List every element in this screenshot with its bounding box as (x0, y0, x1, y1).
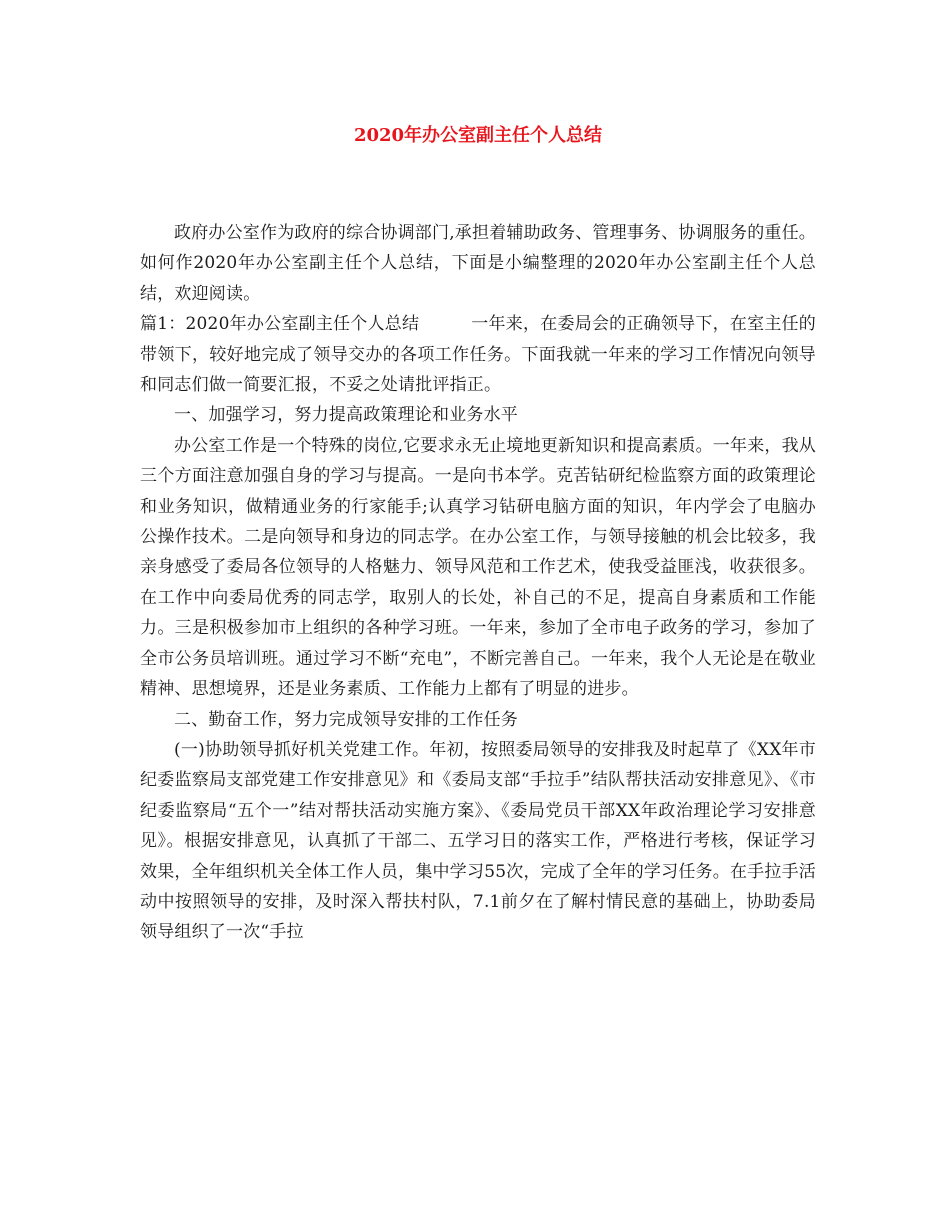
chapter-label: 篇1：2020年办公室副主任个人总结 (140, 314, 420, 335)
paragraph-party-work: (一)协助领导抓好机关党建工作。年初，按照委局领导的安排我及时起草了《XX年市纪委监察局支部党建工作安排意见》和《委局支部“手拉手”结队帮扶活动安排意见》、《市纪委监察局“五个一”结对帮扶活动实施方案》、《委局党员干部XX年政治理论学习安排意见》。根据安排意见，认真抓了干部二、五学习日的落实工作，严格进行考核，保证学习效果，全年组织机关全体工作人员，集中学习55次，完成了全年的学习任务。在手拉手活动中按照领导的安排，及时深入帮扶村队，7.1前夕在了解村情民意的基础上，协助委局领导组织了一次“手拉 (140, 739, 816, 943)
section-heading-1: 一、加强学习，努力提高政策理论和业务水平 (174, 405, 518, 426)
document-body (140, 218, 816, 948)
chapter-text: 一年来，在委局会的正确领导下，在室主任的带领下，较好地完成了领导交办的各项工作任务。下面我就一年来的学习工作情况向领导和同志们做一简要汇报，不妥之处请批评指正。 (140, 314, 816, 396)
section-heading-2: 二、勤奋工作，努力完成领导安排的工作任务 (174, 709, 518, 730)
paragraph-study: 办公室工作是一个特殊的岗位,它要求永无止境地更新知识和提高素质。一年来，我从三个方面注意加强自身的学习与提高。一是向书本学。克苦钻研纪检监察方面的政策理论和业务知识，做精通业务的行家能手;认真学习钻研电脑方面的知识，年内学会了电脑办公操作技术。二是向领导和身边的同志学。在办公室工作，与领导接触的机会比较多，我亲身感受了委局各位领导的人格魅力、领导风范和工作艺术，使我受益匪浅，收获很多。在工作中向委局优秀的同志学，取别人的长处，补自己的不足，提高自身素质和工作能力。三是积极参加市上组织的各种学习班。一年来，参加了全市电子政务的学习，参加了全市公务员培训班。通过学习不断“充电”，不断完善自己。一年来，我个人无论是在敬业精神、思想境界，还是业务素质、工作能力上都有了明显的进步。 (140, 435, 817, 700)
document-title: 2020年办公室副主任个人总结 (353, 125, 603, 146)
paragraph-chapter-1 (140, 309, 816, 400)
paragraph-intro: 政府办公室作为政府的综合协调部门,承担着辅助政务、管理事务、协调服务的重任。如何作2020年办公室副主任个人总结，下面是小编整理的2020年办公室副主任个人总结，欢迎阅读。 (140, 223, 817, 304)
